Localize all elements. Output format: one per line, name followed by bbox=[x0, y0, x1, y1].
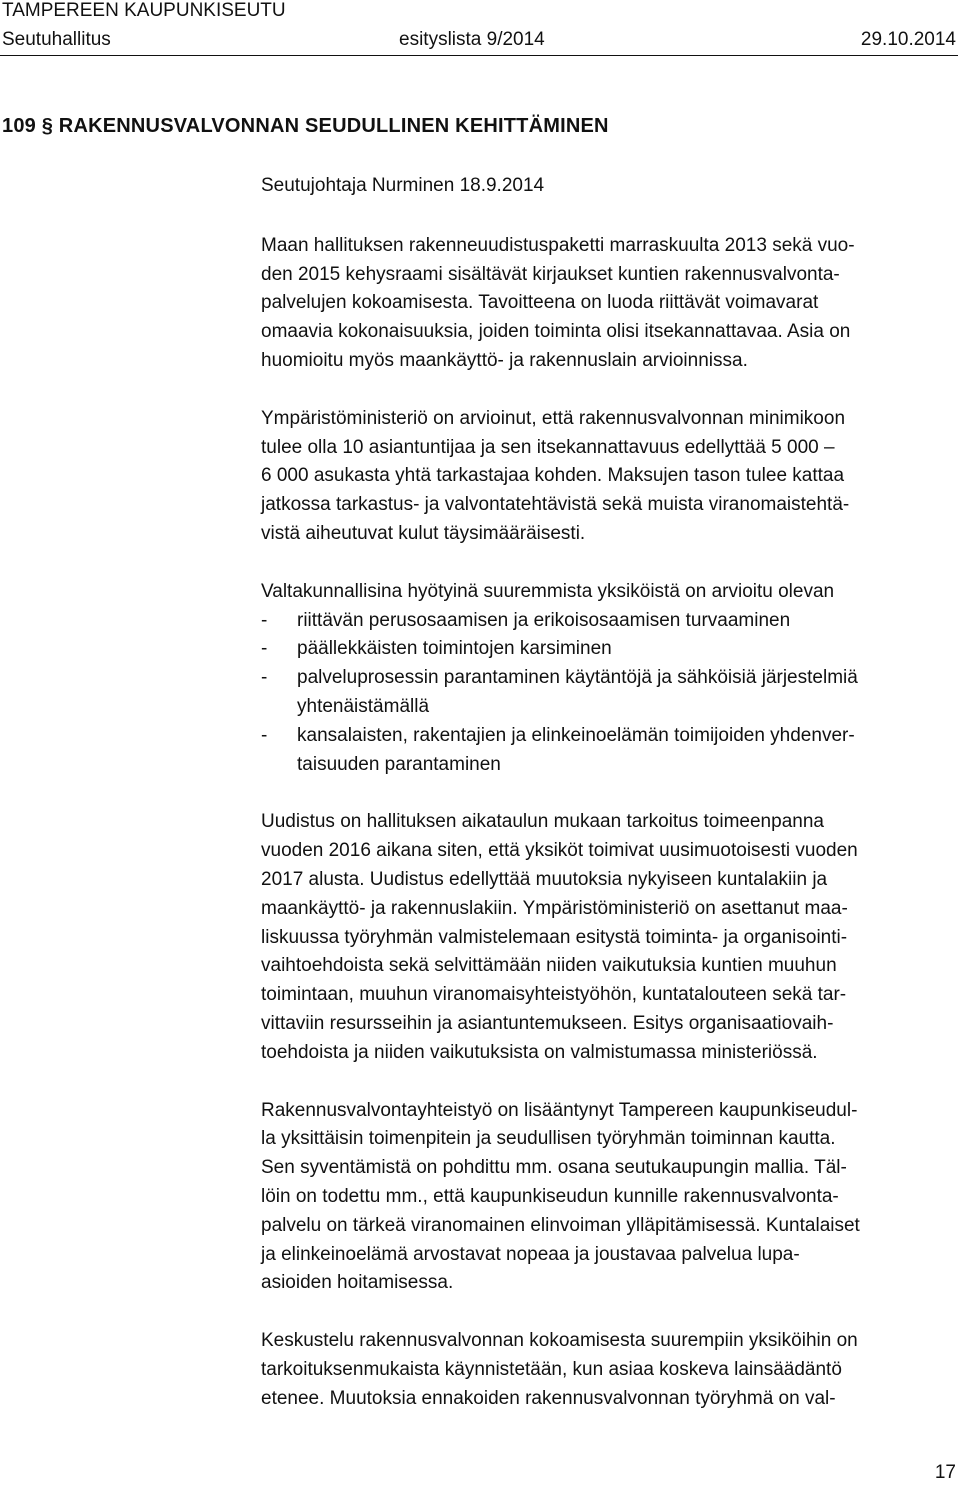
header-divider bbox=[0, 55, 958, 56]
text-line: vittaviin resursseihin ja asiantuntemukseen. Esitys organisaatiovaih- bbox=[261, 1012, 834, 1034]
text-line: löin on todettu mm., että kaupunkiseudun kunnille rakennusvalvonta- bbox=[261, 1185, 839, 1207]
header-organization: TAMPEREEN KAUPUNKISEUTU bbox=[2, 0, 286, 21]
header-date: 29.10.2014 bbox=[860, 29, 956, 50]
text-line: la yksittäisin toimenpitein ja seudullisen työryhmän toiminnan kautta. bbox=[261, 1128, 836, 1150]
dash-bullet: - bbox=[261, 724, 268, 746]
text-line: Sen syventämistä on pohdittu mm. osana seutukaupungin mallia. Täl- bbox=[261, 1157, 847, 1179]
text-line: 2017 alusta. Uudistus edellyttää muutoksia nykyiseen kuntalakiin ja bbox=[261, 868, 828, 890]
text-line: Maan hallituksen rakenneuudistuspaketti marraskuulta 2013 sekä vuo- bbox=[261, 234, 855, 256]
page-number: 17 bbox=[934, 1462, 956, 1483]
text-line: vistä aiheutuvat kulut täysimääräisesti. bbox=[261, 522, 586, 544]
text-line: den 2015 kehysraami sisältävät kirjaukset kuntien rakennusvalvonta- bbox=[261, 263, 840, 285]
text-line: 6 000 asukasta yhtä tarkastajaa kohden. Maksujen tason tulee kattaa bbox=[261, 465, 845, 487]
section-title: 109 § RAKENNUSVALVONNAN SEUDULLINEN KEHITTÄMINEN bbox=[2, 115, 609, 137]
text-line: huomioitu myös maankäyttö- ja rakennuslain arvioinnissa. bbox=[261, 349, 748, 371]
text-line: ja elinkeinoelämä arvostavat nopeaa ja joustavaa palvelua lupa- bbox=[261, 1243, 800, 1265]
header-agenda: esityslista 9/2014 bbox=[399, 29, 545, 50]
text-line: toehdoista ja niiden vaikutuksista on valmistumassa ministeriössä. bbox=[261, 1041, 818, 1063]
list-item bbox=[261, 722, 955, 780]
text-line: maankäyttö- ja rakennuslakiin. Ympäristöministeriö on asettanut maa- bbox=[261, 897, 848, 919]
paragraph-1 bbox=[261, 232, 955, 376]
list-item-text: palveluprosessin parantaminen käytäntöjä ja sähköisiä järjestelmiä bbox=[297, 667, 858, 689]
paragraph-2 bbox=[261, 405, 955, 549]
benefits-list bbox=[261, 607, 955, 780]
text-line: jatkossa tarkastus- ja valvontatehtävistä sekä muista viranomaistehtä- bbox=[261, 494, 850, 516]
list-item bbox=[261, 607, 955, 636]
text-line: toimintaan, muuhun viranomaisyhteistyöhön, kuntatalouteen sekä tar- bbox=[261, 984, 847, 1006]
text-line: liskuussa työryhmän valmistelemaan esitystä toiminta- ja organisointi- bbox=[261, 926, 848, 948]
text-line: Rakennusvalvontayhteistyö on lisääntynyt Tampereen kaupunkiseudul- bbox=[261, 1099, 858, 1121]
list-item-text: riittävän perusosaamisen ja erikoisosaamisen turvaaminen bbox=[297, 609, 791, 631]
benefits-intro: Valtakunnallisina hyötyinä suuremmista yksiköistä on arvioitu olevan bbox=[261, 580, 835, 602]
dash-bullet: - bbox=[261, 638, 268, 660]
list-item bbox=[261, 664, 955, 722]
paragraph-3 bbox=[261, 808, 955, 1067]
text-line: Uudistus on hallituksen aikataulun mukaan tarkoitus toimeenpanna bbox=[261, 811, 824, 833]
list-item-text: taisuuden parantaminen bbox=[297, 753, 501, 775]
text-line: palvelu on tärkeä viranomainen elinvoiman ylläpitämisessä. Kuntalaiset bbox=[261, 1214, 860, 1236]
text-line: vuoden 2016 aikana siten, että yksiköt toimivat uusimuotoisesti vuoden bbox=[261, 840, 858, 862]
text-line: etenee. Muutoksia ennakoiden rakennusvalvonnan työryhmä on val- bbox=[261, 1387, 836, 1409]
list-item-text: päällekkäisten toimintojen karsiminen bbox=[297, 638, 612, 660]
dash-bullet: - bbox=[261, 667, 268, 689]
text-line: tarkoituksenmukaista käynnistetään, kun asiaa koskeva lainsäädäntö bbox=[261, 1358, 842, 1380]
paragraph-5 bbox=[261, 1327, 955, 1413]
list-item-text: kansalaisten, rakentajien ja elinkeinoelämän toimijoiden yhdenver- bbox=[297, 724, 855, 746]
dash-bullet: - bbox=[261, 609, 268, 631]
list-item-text: yhtenäistämällä bbox=[297, 695, 430, 717]
text-line: tulee olla 10 asiantuntijaa ja sen itsekannattavuus edellyttää 5 000 – bbox=[261, 436, 835, 458]
text-line: asioiden hoitamisessa. bbox=[261, 1272, 454, 1294]
header-body-name: Seutuhallitus bbox=[2, 29, 111, 50]
document-body bbox=[261, 172, 955, 1413]
paragraph-4 bbox=[261, 1097, 955, 1299]
text-line: omaavia kokonaisuuksia, joiden toiminta olisi itsekannattavaa. Asia on bbox=[261, 321, 851, 343]
text-line: vaihtoehdoista sekä selvittämään niiden vaikutuksia kuntien muuhun bbox=[261, 955, 837, 977]
text-line: Keskustelu rakennusvalvonnan kokoamisesta suurempiin yksiköihin on bbox=[261, 1330, 858, 1352]
list-item bbox=[261, 635, 955, 664]
text-line: Ympäristöministeriö on arvioinut, että rakennusvalvonnan minimikoon bbox=[261, 407, 846, 429]
text-line: palvelujen kokoamisesta. Tavoitteena on luoda riittävät voimavarat bbox=[261, 292, 819, 314]
presenter-line: Seutujohtaja Nurminen 18.9.2014 bbox=[261, 175, 545, 196]
